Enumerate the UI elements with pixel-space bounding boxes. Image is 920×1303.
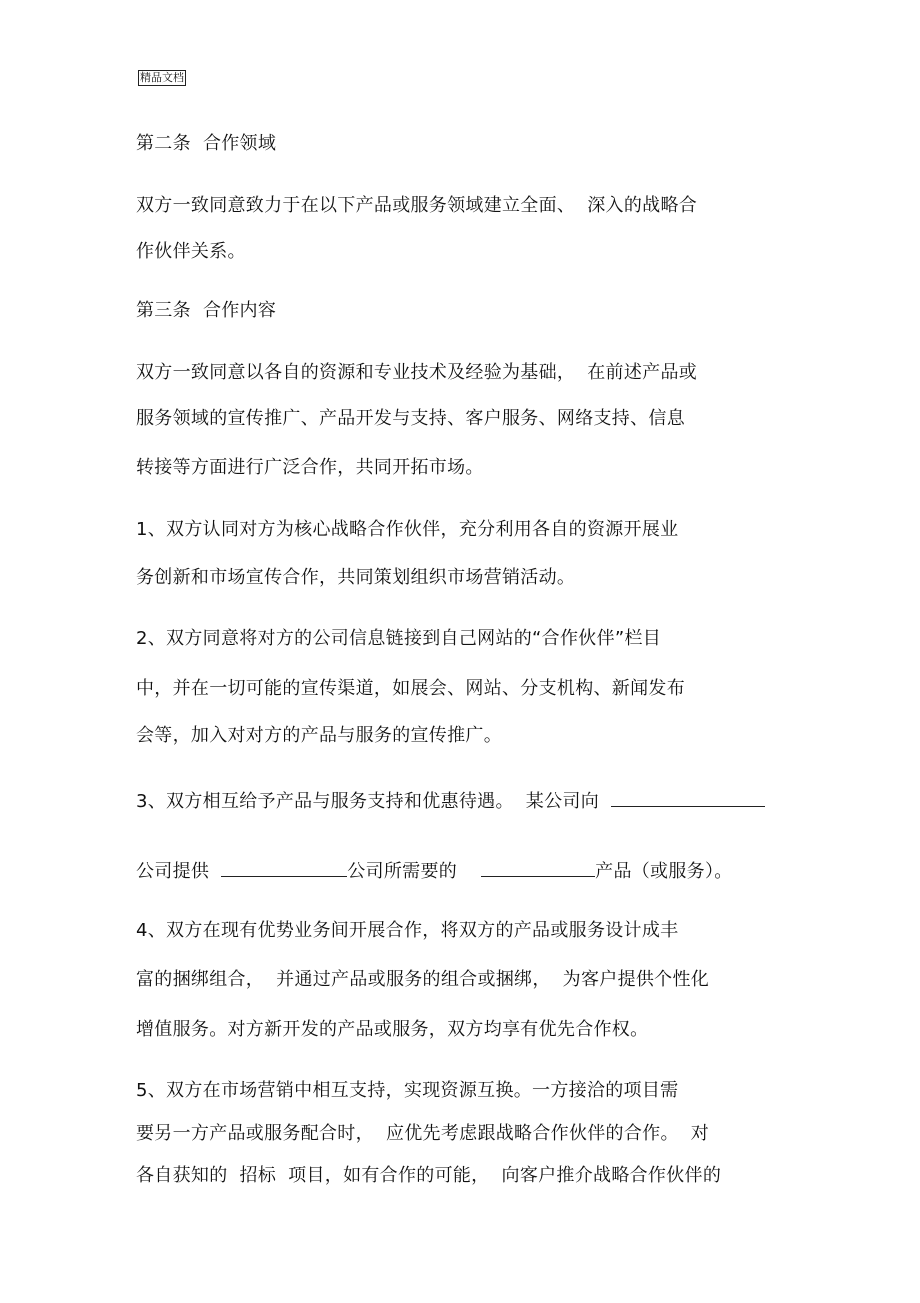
paragraph-line: 富的捆绑组合， 并通过产品或服务的组合或捆绑， 为客户提供个性化 <box>136 969 710 990</box>
fill-in-blank-product[interactable] <box>481 858 595 877</box>
item-3-line-2 <box>136 858 733 884</box>
paragraph-line: 中，并在一切可能的宣传渠道，如展会、网站、分支机构、新闻发布 <box>136 678 685 699</box>
article-2-heading: 第二条 合作领域 <box>136 133 277 154</box>
paragraph-line: 务创新和市场宣传合作，共同策划组织市场营销活动。 <box>136 567 576 588</box>
paragraph-line: 双方一致同意以各自的资源和专业技术及经验为基础， 在前述产品或 <box>136 362 698 383</box>
item-3-line-1 <box>136 788 765 814</box>
item-3-text: 3、双方相互给予产品与服务支持和优惠待遇。 某公司向 <box>136 791 599 812</box>
paragraph-line: 要另一方产品或服务配合时， 应优先考虑跟战略合作伙伴的合作。 对 <box>136 1123 710 1144</box>
item-3-text-a: 公司提供 <box>136 861 210 882</box>
paragraph-line: 增值服务。对方新开发的产品或服务，双方均享有优先合作权。 <box>136 1019 649 1040</box>
fill-in-blank-provider[interactable] <box>221 858 347 877</box>
paragraph-line: 2、双方同意将对方的公司信息链接到自己网站的“合作伙伴”栏目 <box>136 628 662 649</box>
paragraph-line: 各自获知的 招标 项目，如有合作的可能， 向客户推介战略合作伙伴的 <box>136 1165 722 1186</box>
paragraph-line: 双方一致同意致力于在以下产品或服务领域建立全面、 深入的战略合 <box>136 195 698 216</box>
paragraph-line: 1、双方认同对方为核心战略合作伙伴，充分利用各自的资源开展业 <box>136 519 679 540</box>
article-3-heading: 第三条 合作内容 <box>136 300 277 321</box>
paragraph-line: 4、双方在现有优势业务间开展合作，将双方的产品或服务设计成丰 <box>136 920 679 941</box>
fill-in-blank-company[interactable] <box>611 788 765 807</box>
paragraph-line: 会等，加入对对方的产品与服务的宣传推广。 <box>136 725 502 746</box>
paragraph-line: 作伙伴关系。 <box>136 241 246 262</box>
item-3-text-b: 公司所需要的 <box>347 861 458 882</box>
paragraph-line: 转接等方面进行广泛合作，共同开拓市场。 <box>136 457 484 478</box>
watermark-stamp: 精品文档 <box>140 71 184 84</box>
paragraph-line: 服务领域的宣传推广、产品开发与支持、客户服务、网络支持、信息 <box>136 408 685 429</box>
item-3-text-c: 产品（或服务）。 <box>595 861 733 882</box>
paragraph-line: 5、双方在市场营销中相互支持，实现资源互换。一方接洽的项目需 <box>136 1080 679 1101</box>
